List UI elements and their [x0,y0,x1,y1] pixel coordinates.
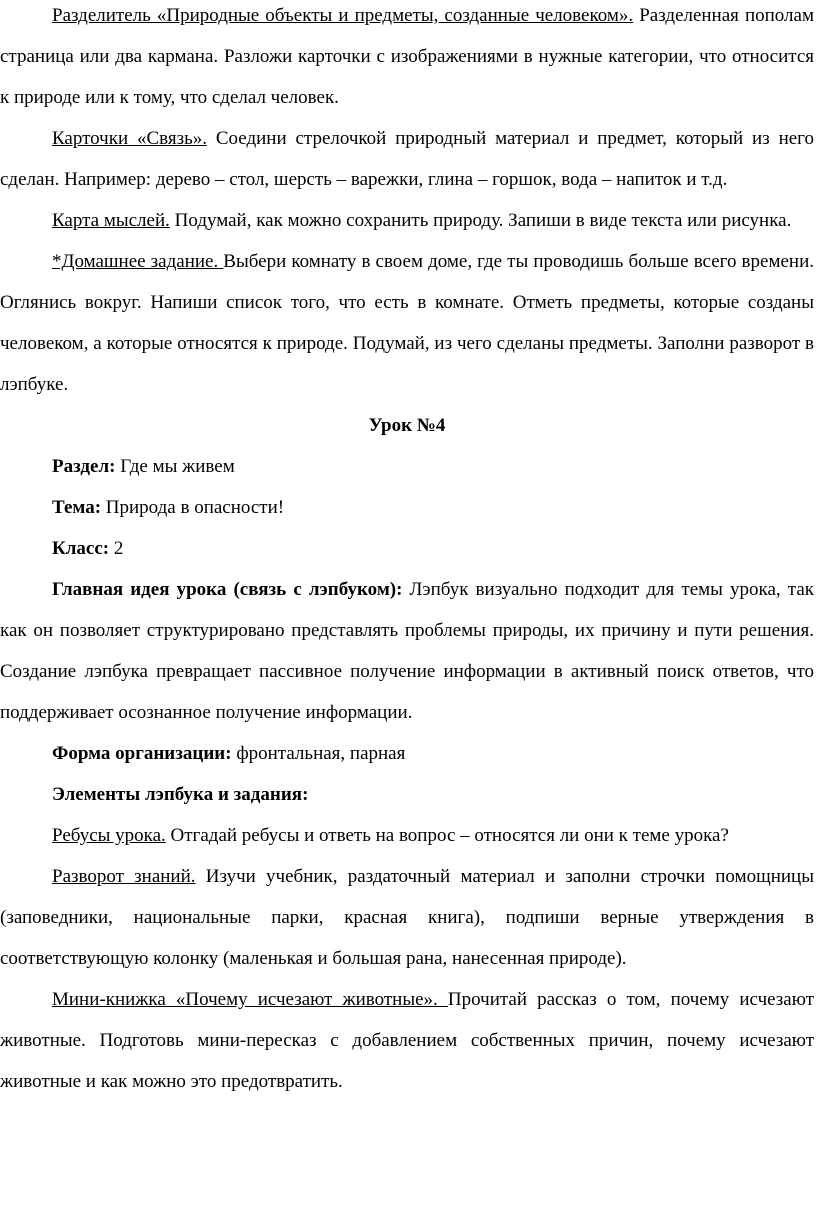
lesson-elements [0,774,814,815]
paragraph-cards [0,118,814,200]
main-idea-text: Лэпбук визуально подходит для темы урока, так как он позволяет структурировано представлять проблемы природы, их причину и пути решения. Создание лэпбука превращает пассивное получение информации в активный поиск ответов, что поддерживает осознанное получение информации. [0,579,815,723]
cards-label: Карточки «Связь». [52,128,208,149]
mini-book-label: Мини-книжка «Почему исчезают животные». [52,989,448,1010]
task-mini-book [0,979,814,1102]
divider-text: Разделенная пополам страница или два кармана. Разложи карточки с изображениями в нужные категории, что относится к природе или к тому, что сделал человек. [0,5,814,108]
rebus-text: Отгадай ребусы и ответь на вопрос – относятся ли они к теме урока? [165,825,729,846]
mind-map-text: Подумай, как можно сохранить природу. Запиши в виде текста или рисунка. [169,210,792,231]
homework-text: Выбери комнату в своем доме, где ты проводишь больше всего времени. Оглянись вокруг. Напиши список того, что есть в комнате. Отметь предметы, которые созданы человеком, а которые относятся к природе. Подумай, из чего сделаны предметы. Заполни разворот в лэпбуке. [0,251,814,395]
grade-label: Класс: [52,538,110,559]
task-knowledge-spread [0,856,814,979]
lesson-form [0,733,814,774]
divider-label: Разделитель «Природные объекты и предметы, созданные человеком». [52,5,634,26]
lesson-section [0,446,814,487]
form-value: фронтальная, парная [231,743,406,764]
topic-label: Тема: [52,497,102,518]
form-label: Форма организации: [52,743,232,764]
mini-book-text: Прочитай рассказ о том, почему исчезают животные. Подготовь мини-пересказ с добавлением собственных причин, почему исчезают животные и как можно это предотвратить. [0,989,814,1092]
section-label: Раздел: [52,456,116,477]
mind-map-label: Карта мыслей. [52,210,170,231]
rebus-label: Ребусы урока. [52,825,166,846]
paragraph-homework [0,241,814,405]
knowledge-spread-label: Разворот знаний. [52,866,196,887]
cards-text: Соедини стрелочкой природный материал и предмет, который из него сделан. Например: дерево – стол, шерсть – варежки, глина – горшок, вода – напиток и т.д. [0,128,814,190]
elements-label: Элементы лэпбука и задания: [52,784,309,805]
main-idea-label: Главная идея урока (связь с лэпбуком): [52,579,403,600]
paragraph-divider [0,0,814,118]
section-value: Где мы живем [115,456,235,477]
topic-value: Природа в опасности! [101,497,285,518]
lesson-grade [0,528,814,569]
lesson-title: Урок №4 [368,415,446,436]
lesson-main-idea [0,569,814,733]
knowledge-spread-text: Изучи учебник, раздаточный материал и заполни строчки помощницы (заповедники, национальные парки, красная книга), подпиши верные утверждения в соответствующую колонку (маленькая и большая рана, нанесенная природе). [0,866,814,969]
grade-value: 2 [109,538,124,559]
lesson-topic [0,487,814,528]
homework-label: *Домашнее задание. [52,251,224,272]
task-rebus [0,815,814,856]
paragraph-mind-map [0,200,814,241]
